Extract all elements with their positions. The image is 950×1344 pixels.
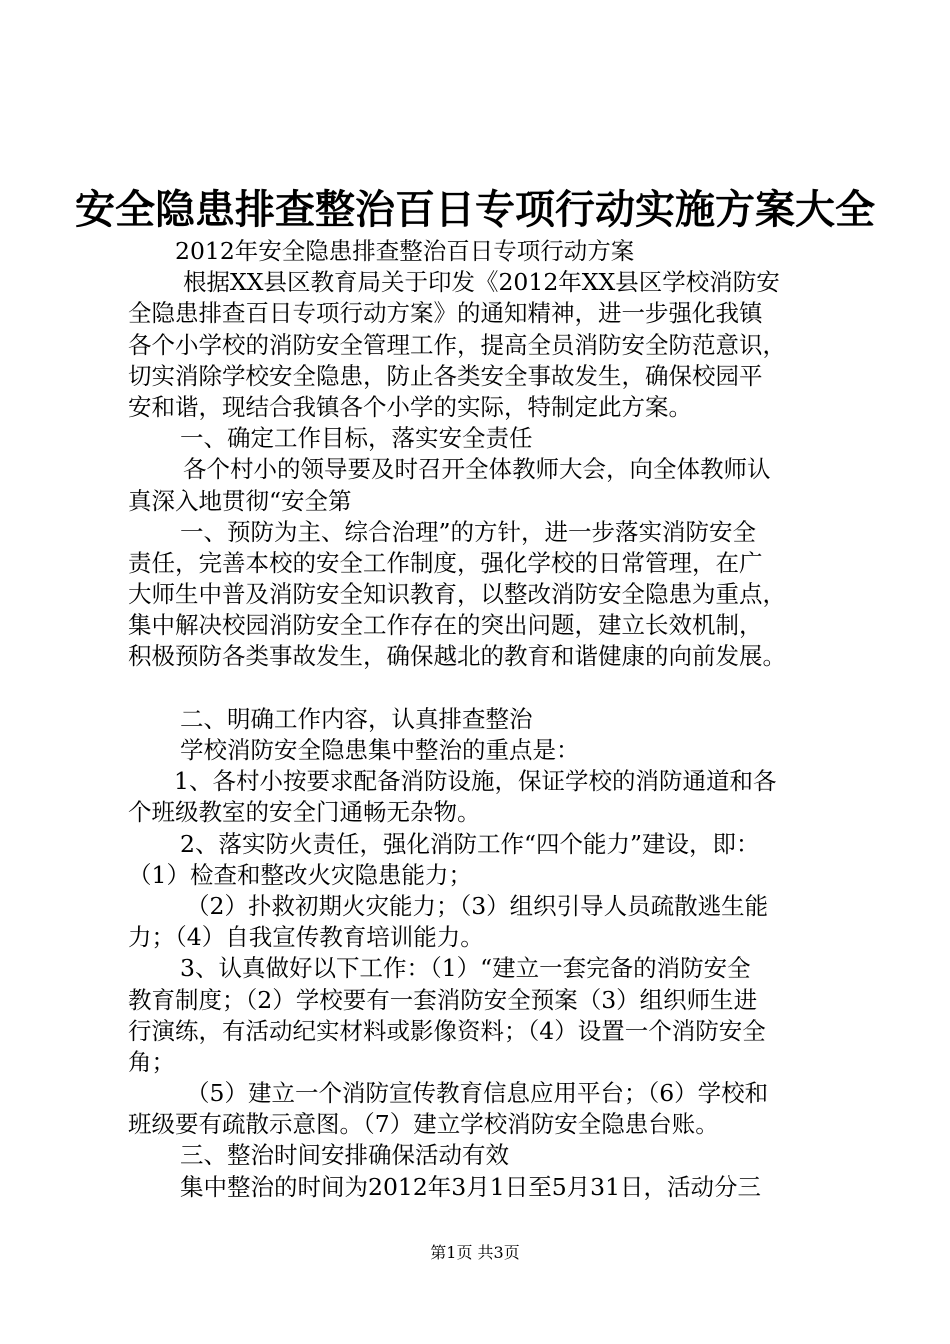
paragraph-line: （1）检查和整改火灾隐患能力；: [128, 860, 472, 889]
paragraph-line: 大师生中普及消防安全知识教育，以整改消防安全隐患为重点，: [128, 580, 786, 609]
paragraph-line: 集中解决校园消防安全工作存在的突出问题，建立长效机制，: [128, 611, 763, 640]
section-heading: 三、整治时间安排确保活动有效: [180, 1141, 509, 1170]
paragraph-line: 力；（4）自我宣传教育培训能力。: [128, 923, 484, 952]
document-title: 安全隐患排查整治百日专项行动实施方案大全: [75, 187, 875, 233]
paragraph-line: 3、认真做好以下工作：（1）“建立一套完备的消防安全: [180, 954, 751, 983]
page-number-footer: 第1页 共3页: [430, 1243, 520, 1262]
paragraph-line: （2）扑救初期火灾能力；（3）组织引导人员疏散逃生能: [186, 891, 769, 920]
paragraph-line: 2012年安全隐患排查整治百日专项行动方案: [175, 237, 635, 265]
section-heading: 二、明确工作内容，认真排查整治: [180, 704, 533, 733]
paragraph-line: 积极预防各类事故发生，确保越北的教育和谐健康的向前发展。: [128, 642, 786, 671]
paragraph-line: 各个小学校的消防安全管理工作，提高全员消防安全防范意识，: [128, 330, 786, 359]
paragraph-line: 一、预防为主、综合治理”的方针，进一步落实消防安全: [180, 517, 757, 546]
paragraph-line: 1、各村小按要求配备消防设施，保证学校的消防通道和各: [174, 767, 777, 796]
paragraph-line: 2、落实防火责任，强化消防工作“四个能力”建设，即：: [180, 829, 760, 858]
blank-line: [128, 673, 828, 704]
paragraph-line: （5）建立一个消防宣传教育信息应用平台；（6）学校和: [186, 1079, 769, 1108]
section-heading: 一、确定工作目标，落实安全责任: [180, 424, 533, 453]
paragraph-line: 个班级教室的安全门通畅无杂物。: [128, 798, 481, 827]
paragraph-line: 根据XX县区教育局关于印发《2012年XX县区学校消防安: [183, 268, 780, 297]
paragraph-line: 集中整治的时间为2012年3月1日至5月31日，活动分三: [180, 1172, 762, 1201]
paragraph-line: 全隐患排查百日专项行动方案》的通知精神，进一步强化我镇: [128, 299, 763, 328]
paragraph-line: 角；: [128, 1047, 175, 1076]
paragraph-line: 切实消除学校安全隐患，防止各类安全事故发生，确保校园平: [128, 361, 763, 390]
paragraph-line: 真深入地贯彻“安全第: [128, 486, 352, 515]
paragraph-line: 各个村小的领导要及时召开全体教师大会，向全体教师认: [183, 455, 771, 484]
paragraph-line: 安和谐，现结合我镇各个小学的实际，特制定此方案。: [128, 392, 692, 421]
paragraph-line: 教育制度；（2）学校要有一套消防安全预案（3）组织师生进: [128, 985, 758, 1014]
paragraph-line: 学校消防安全隐患集中整治的重点是：: [180, 736, 580, 764]
paragraph-line: 责任，完善本校的安全工作制度，强化学校的日常管理，在广: [128, 548, 763, 577]
paragraph-line: 班级要有疏散示意图。（7）建立学校消防安全隐患台账。: [128, 1110, 719, 1139]
paragraph-line: 行演练，有活动纪实材料或影像资料；（4）设置一个消防安全: [128, 1016, 766, 1045]
document-body: [128, 236, 828, 1203]
